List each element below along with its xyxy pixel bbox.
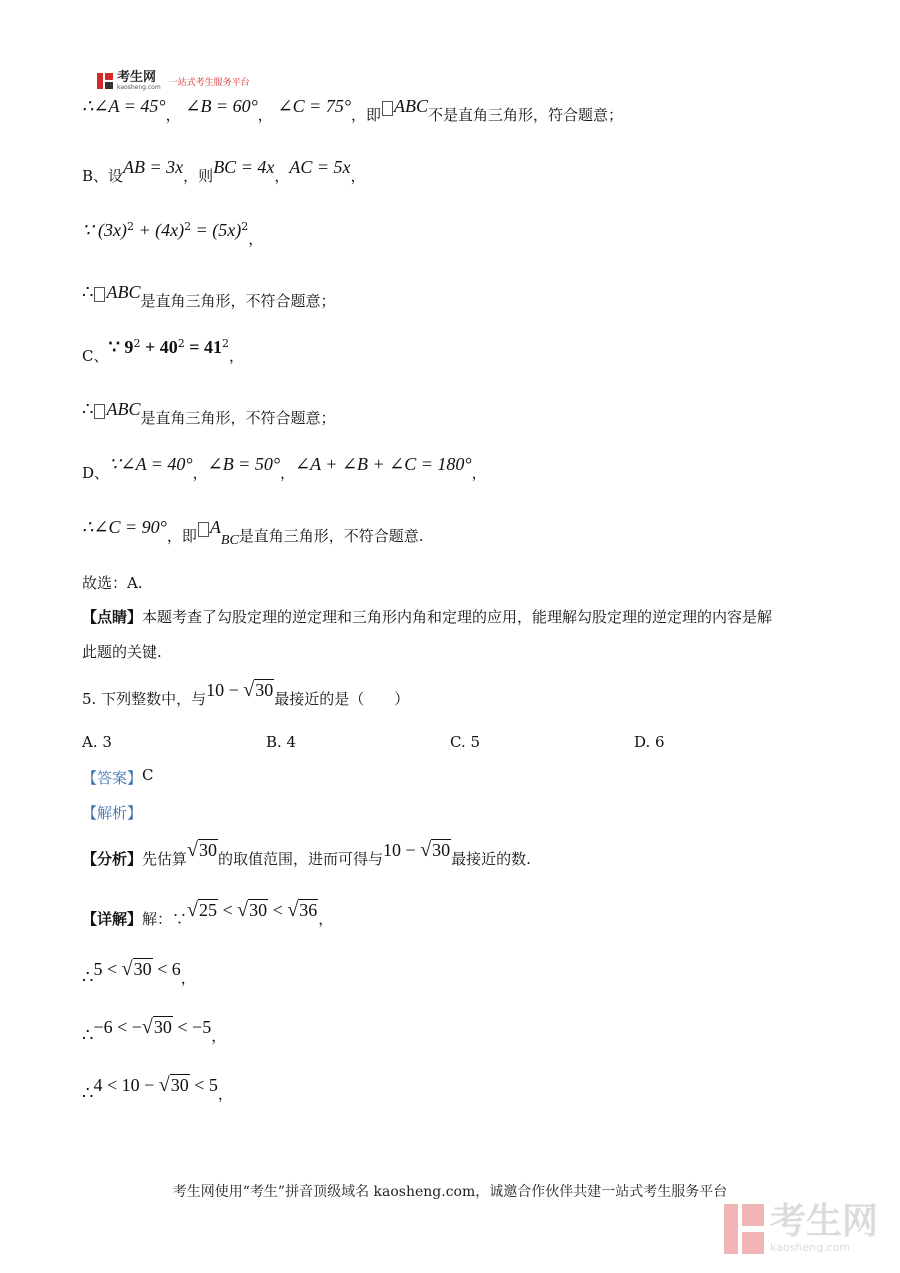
triangle-placeholder-icon xyxy=(198,522,209,537)
solution-step-1: ∴5 < √30 < 6， xyxy=(82,958,196,987)
page-footer: 考生网使用“考生”拼音顶级域名 kaosheng.com，诚邀合作伙伴共建一站式考生服务平台 xyxy=(172,1184,728,1200)
comment-line-2: 此题的关键. xyxy=(82,643,162,661)
watermark-url: kaosheng.com xyxy=(769,1241,851,1254)
logo-slogan: 一站式考生服务平台 xyxy=(168,77,250,88)
logo-name: 考生网 xyxy=(117,70,157,85)
choice-line: 故选：A. xyxy=(82,574,143,592)
line-option-b-setup: B、设AB = 3x，则BC = 4x，AC = 5x， xyxy=(82,157,366,185)
line-angles-result: ∴∠A = 45°， ∠B = 60°， ∠C = 75°，即 ABC不是直角三角形，符合题意； xyxy=(82,96,624,124)
option-d: D. 6 xyxy=(634,733,665,751)
solution-step-2: ∴−6 < −√30 < −5， xyxy=(82,1016,227,1045)
option-b: B. 4 xyxy=(266,733,297,751)
logo-url: kaosheng.com xyxy=(117,84,161,91)
question-5: 5. 下列整数中，与10 − √30最接近的是（ ） xyxy=(82,679,410,708)
triangle-placeholder-icon xyxy=(94,404,105,419)
comment-line: 【点睛】本题考查了勾股定理的逆定理和三角形内角和定理的应用，能理解勾股定理的逆定理的内容是解 xyxy=(82,608,773,626)
line-option-c-conclusion: ∴ ABC是直角三角形，不符合题意； xyxy=(82,399,336,427)
line-option-d-conclusion: ∴∠C = 90°，即 ABC是直角三角形，不符合题意. xyxy=(82,517,424,548)
header-logo xyxy=(97,71,250,91)
line-option-b-equation: ∵ $(3x)^2 + (4x)^2 = (5x)^2$， xyxy=(82,220,264,248)
line-option-b-conclusion: ∴ ABC是直角三角形，不符合题意； xyxy=(82,282,336,310)
analysis-heading: 【解析】 xyxy=(82,804,143,822)
analysis-summary: 【分析】先估算√30的取值范围，进而可得与10 − √30最接近的数. xyxy=(82,839,531,868)
option-a: A. 3 xyxy=(82,733,112,751)
solution-step-3: ∴4 < 10 − √30 < 5， xyxy=(82,1074,233,1103)
triangle-placeholder-icon xyxy=(382,101,393,116)
answer-line: 【答案】C xyxy=(82,766,154,787)
detailed-solution: 【详解】解：∵√25 < √30 < √36， xyxy=(82,899,334,928)
watermark-logo xyxy=(724,1203,878,1254)
triangle-placeholder-icon xyxy=(94,287,105,302)
option-c: C. 5 xyxy=(450,733,481,751)
logo-icon xyxy=(97,73,113,89)
line-option-c-equation: C、∵ $9^2 + 40^2 = 41^2$， xyxy=(82,337,244,365)
line-option-d-setup: D、∵∠A = 40°，∠B = 50°，∠A + ∠B + ∠C = 180°， xyxy=(82,454,487,482)
watermark-icon xyxy=(724,1204,764,1254)
watermark-name: 考生网 xyxy=(769,1201,878,1242)
